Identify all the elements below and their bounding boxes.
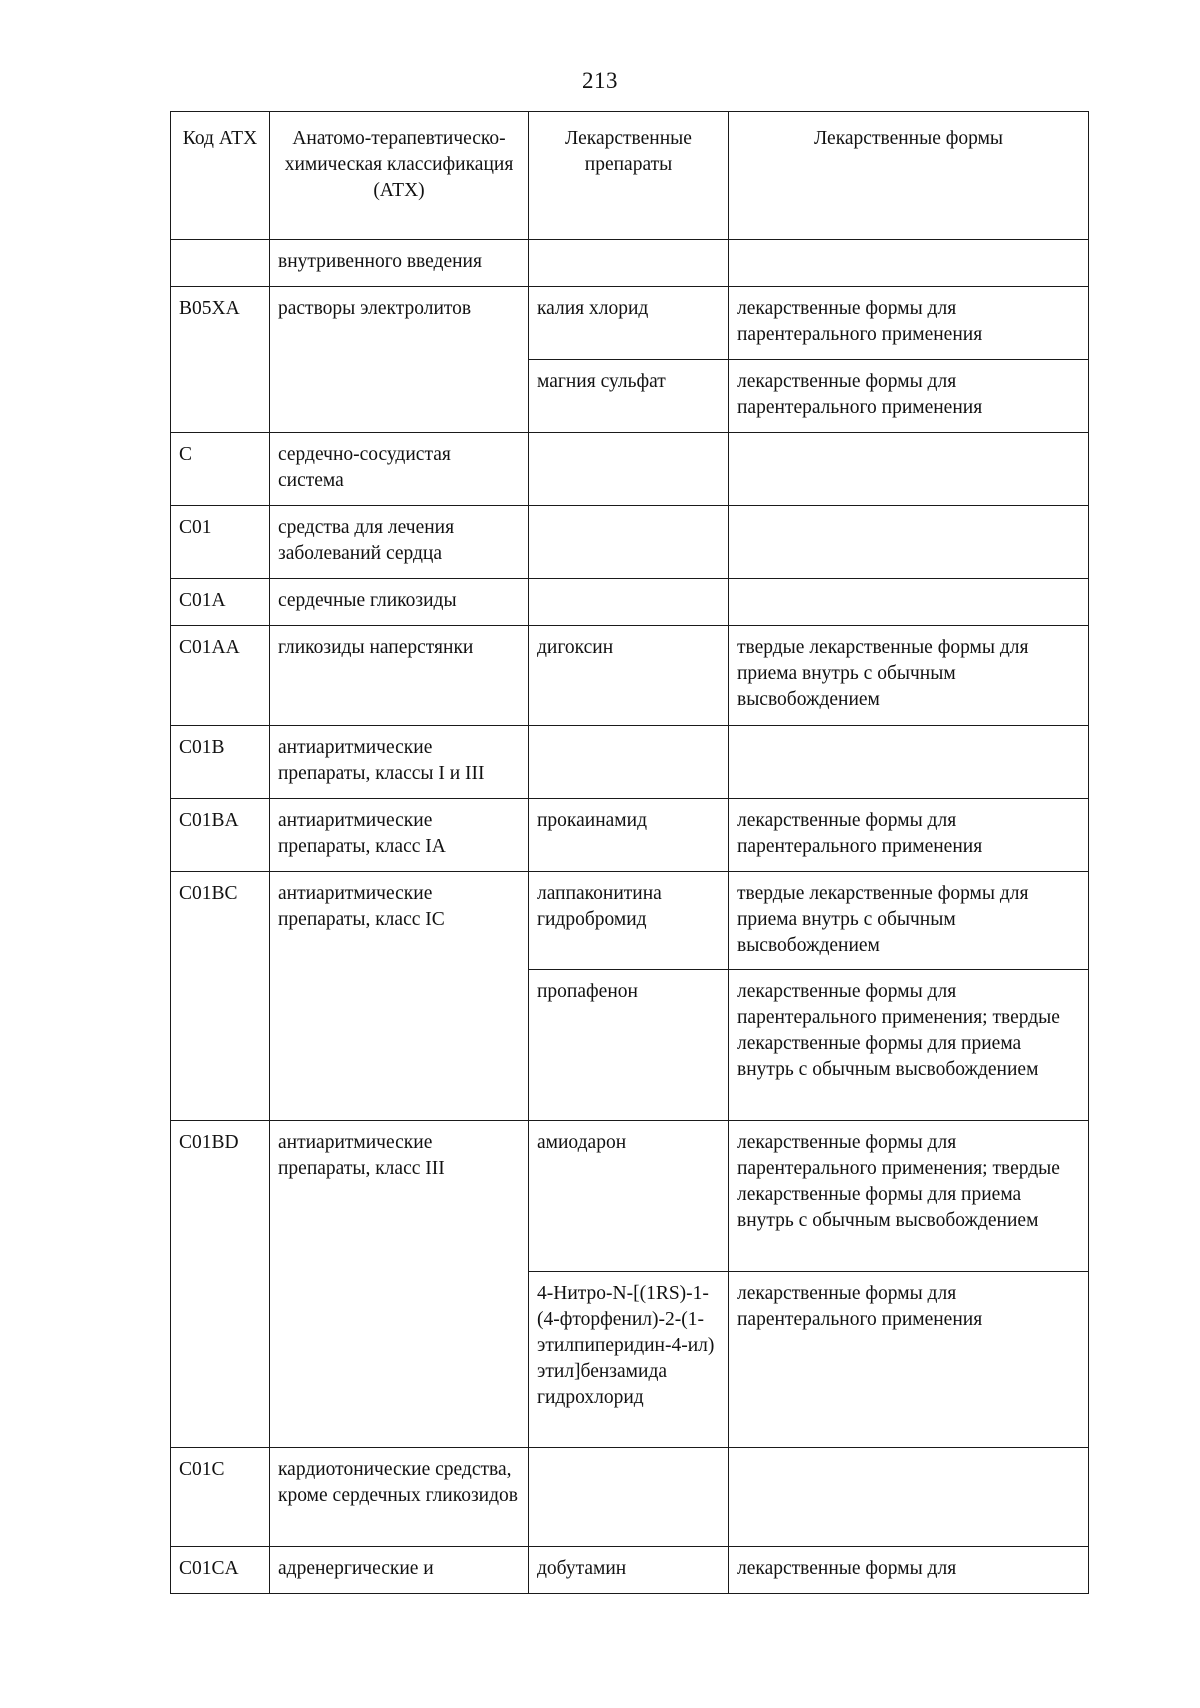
cell-classification: антиаритмические препараты, классы I и III <box>270 726 529 799</box>
cell-classification: средства для лечения заболеваний сердца <box>270 506 529 579</box>
cell-code: C01CA <box>171 1547 270 1594</box>
cell-form <box>729 726 1089 799</box>
cell-classification: антиаритмические препараты, класс IC <box>270 872 529 1121</box>
cell-code: C01AA <box>171 626 270 726</box>
cell-form: лекарственные формы для <box>729 1547 1089 1594</box>
cell-form: лекарственные формы для парентерального применения; твердые лекарственные формы для приема внутрь с обычным высвобождением <box>729 1121 1089 1272</box>
cell-classification: сердечные гликозиды <box>270 579 529 626</box>
cell-drug: добутамин <box>529 1547 729 1594</box>
cell-drug <box>529 726 729 799</box>
cell-drug <box>529 579 729 626</box>
cell-code: C <box>171 433 270 506</box>
cell-code: C01BD <box>171 1121 270 1448</box>
table-row <box>171 433 1089 506</box>
cell-code: C01A <box>171 579 270 626</box>
table-row <box>171 240 1089 287</box>
cell-classification: сердечно-сосудистая система <box>270 433 529 506</box>
table-row <box>171 1121 1089 1272</box>
cell-form: лекарственные формы для парентерального применения <box>729 1272 1089 1448</box>
cell-classification: антиаритмические препараты, класс III <box>270 1121 529 1448</box>
cell-form: лекарственные формы для парентерального применения <box>729 287 1089 360</box>
table-row <box>171 506 1089 579</box>
cell-form: лекарственные формы для парентерального применения <box>729 360 1089 433</box>
cell-drug <box>529 1448 729 1547</box>
header-forms: Лекарственные формы <box>729 112 1089 240</box>
cell-classification: растворы электролитов <box>270 287 529 433</box>
cell-code: C01 <box>171 506 270 579</box>
cell-form <box>729 433 1089 506</box>
cell-drug: 4-Нитро-N-[(1RS)-1-(4-фторфенил)-2-(1-этилпиперидин-4-ил) этил]бензамида гидрохлорид <box>529 1272 729 1448</box>
cell-code: C01B <box>171 726 270 799</box>
cell-form <box>729 579 1089 626</box>
cell-drug: дигоксин <box>529 626 729 726</box>
cell-form <box>729 506 1089 579</box>
cell-form: твердые лекарственные формы для приема внутрь с обычным высвобождением <box>729 626 1089 726</box>
cell-code: C01BA <box>171 799 270 872</box>
cell-drug: магния сульфат <box>529 360 729 433</box>
cell-code <box>171 240 270 287</box>
cell-drug: прокаинамид <box>529 799 729 872</box>
cell-classification: гликозиды наперстянки <box>270 626 529 726</box>
cell-code: C01C <box>171 1448 270 1547</box>
header-drugs: Лекарственные препараты <box>529 112 729 240</box>
cell-drug: лаппаконитина гидробромид <box>529 872 729 970</box>
cell-classification: кардиотонические средства, кроме сердечных гликозидов <box>270 1448 529 1547</box>
table-row <box>171 872 1089 970</box>
atc-drug-table <box>170 111 1089 1594</box>
table-row <box>171 626 1089 726</box>
table-row <box>171 1547 1089 1594</box>
table-row <box>171 726 1089 799</box>
cell-code: B05XA <box>171 287 270 433</box>
cell-drug: пропафенон <box>529 970 729 1121</box>
cell-classification: внутривенного введения <box>270 240 529 287</box>
cell-classification: антиаритмические препараты, класс IA <box>270 799 529 872</box>
header-classification: Анатомо-терапевтическо-химическая классификация (АТХ) <box>270 112 529 240</box>
cell-classification: адренергические и <box>270 1547 529 1594</box>
table-row <box>171 287 1089 360</box>
cell-form: твердые лекарственные формы для приема внутрь с обычным высвобождением <box>729 872 1089 970</box>
cell-drug <box>529 506 729 579</box>
cell-drug <box>529 240 729 287</box>
cell-form <box>729 240 1089 287</box>
cell-drug <box>529 433 729 506</box>
table-row <box>171 1448 1089 1547</box>
table-header-row <box>171 112 1089 240</box>
cell-form: лекарственные формы для парентерального применения <box>729 799 1089 872</box>
cell-code: C01BC <box>171 872 270 1121</box>
cell-form <box>729 1448 1089 1547</box>
table-row <box>171 579 1089 626</box>
header-code: Код АТХ <box>171 112 270 240</box>
table-row <box>171 799 1089 872</box>
cell-drug: амиодарон <box>529 1121 729 1272</box>
cell-form: лекарственные формы для парентерального применения; твердые лекарственные формы для приема внутрь с обычным высвобождением <box>729 970 1089 1121</box>
cell-drug: калия хлорид <box>529 287 729 360</box>
page-number: 213 <box>582 68 618 93</box>
